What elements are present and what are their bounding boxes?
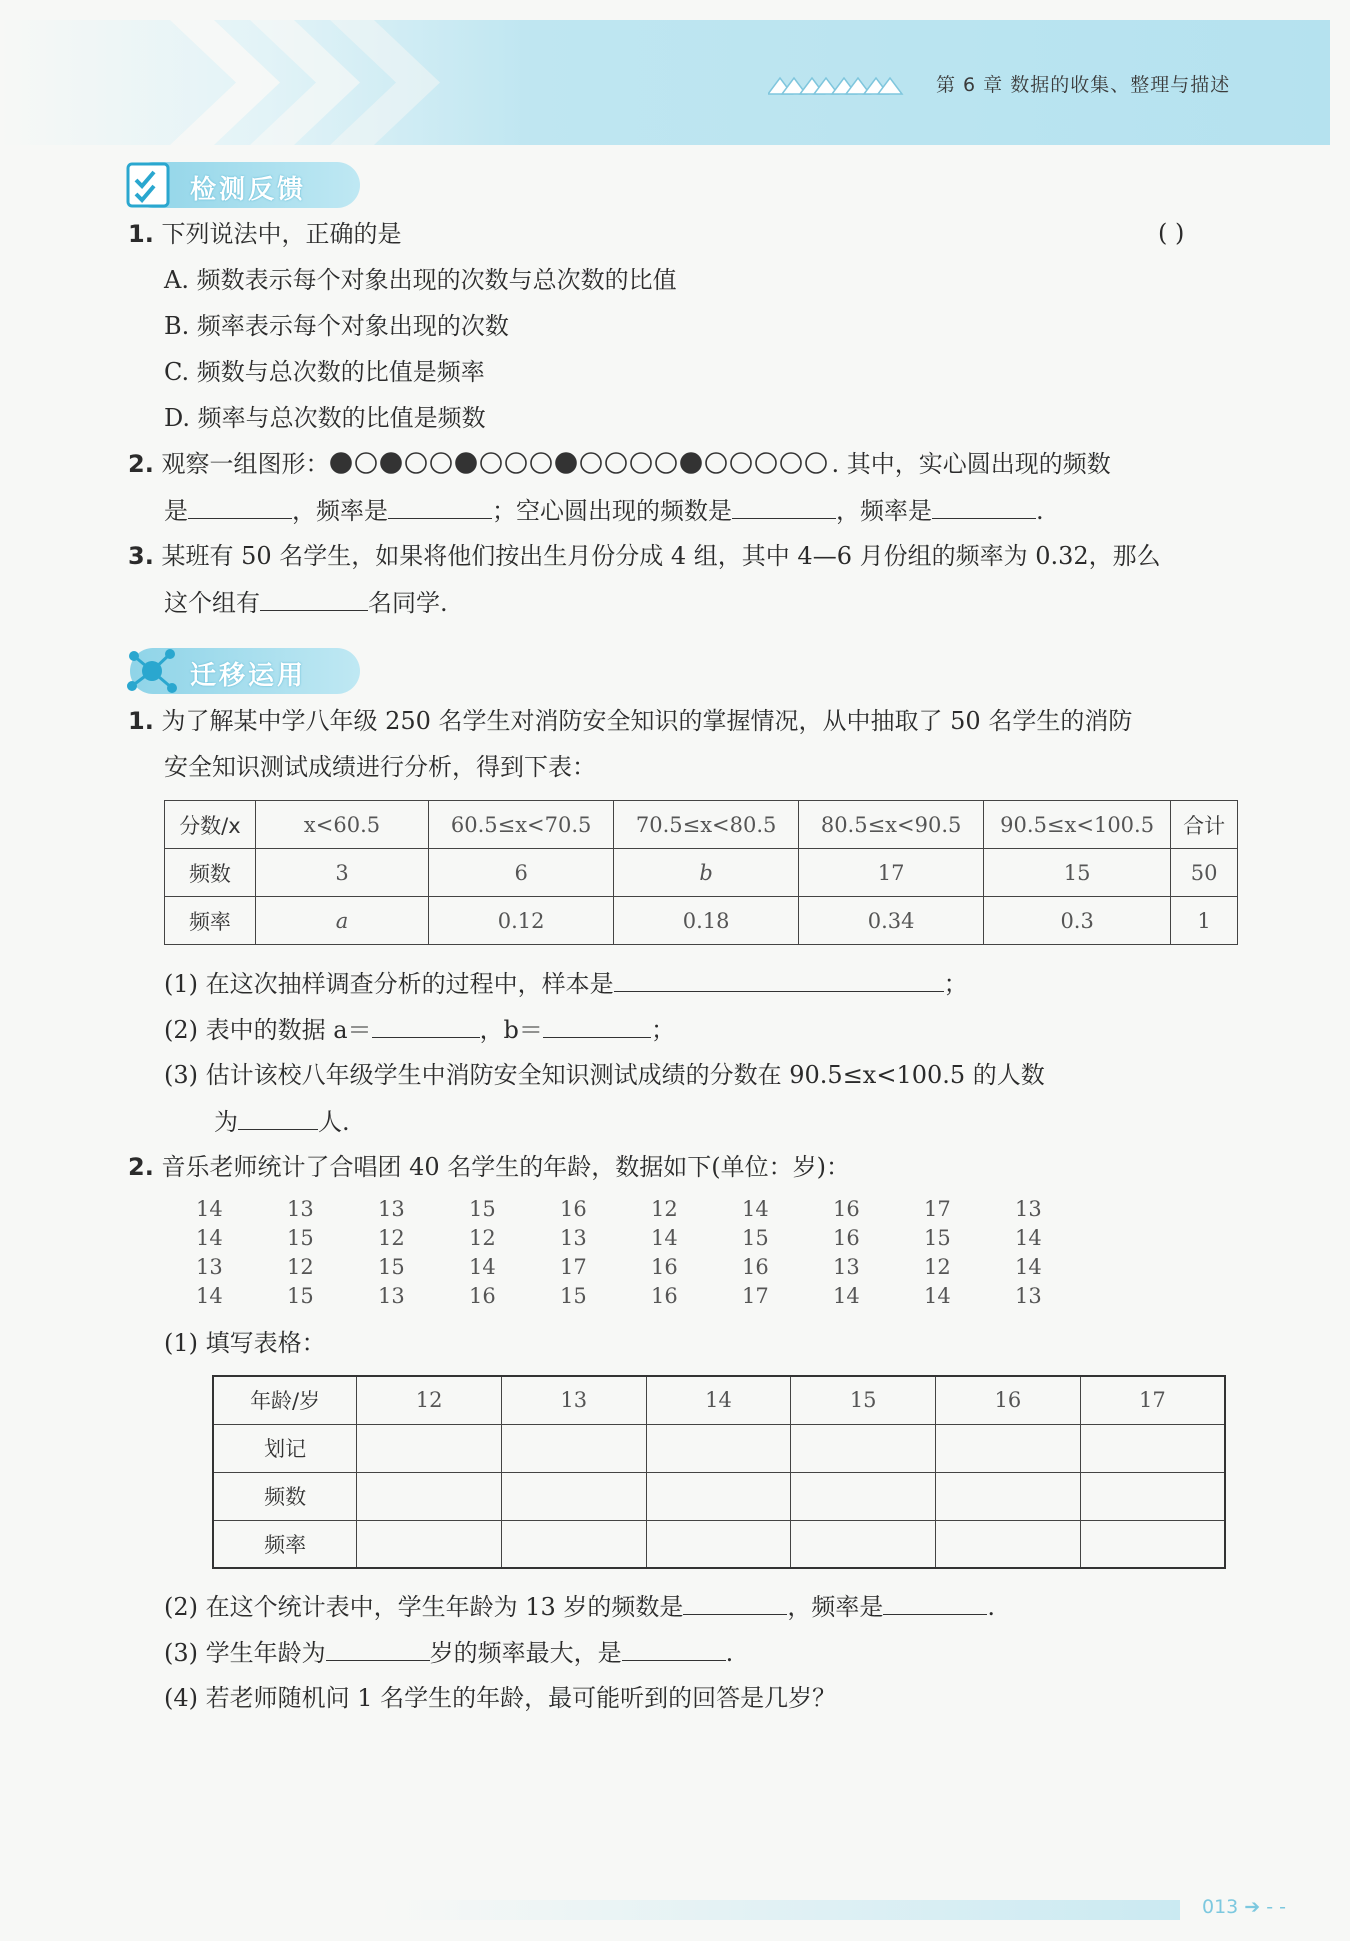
table-header: 70.5≤x<80.5 — [614, 801, 799, 849]
score-frequency-table — [164, 800, 1238, 945]
circle-sequence-figure — [329, 450, 889, 476]
age-data-grid — [196, 1197, 1106, 1313]
table-cell[interactable] — [936, 1472, 1081, 1520]
table-cell[interactable] — [936, 1520, 1081, 1568]
subquestion-1-1: (1) 在这次抽样调查分析的过程中，样本是 ； — [164, 970, 968, 998]
answer-blank[interactable] — [238, 1106, 318, 1130]
table-cell[interactable] — [936, 1424, 1081, 1472]
question-3-line2: 这个组有 名同学. — [164, 589, 448, 617]
arrow-right-icon: ➔ ‐ ‐ — [1238, 1896, 1287, 1918]
subquestion-1-2: (2) 表中的数据 a＝ ，b＝ ； — [164, 1016, 675, 1044]
table-cell[interactable] — [646, 1472, 791, 1520]
table-cell[interactable] — [1080, 1520, 1225, 1568]
answer-blank[interactable] — [188, 495, 292, 519]
table-header: 12 — [357, 1376, 502, 1424]
table-row: 频率 a 0.12 0.18 0.34 0.3 1 — [165, 897, 1238, 945]
age-frequency-table — [212, 1375, 1226, 1569]
answer-paren: ( ) — [1158, 219, 1185, 247]
list-item: 14 15 13 16 15 16 17 14 14 13 — [196, 1284, 1042, 1308]
transfer-question-1-line2: 安全知识测试成绩进行分析，得到下表： — [164, 753, 596, 781]
table-header: 14 — [646, 1376, 791, 1424]
mountain-deco-icon — [768, 74, 918, 96]
table-cell[interactable] — [357, 1424, 502, 1472]
subquestion-1-3-line2: 为 人. — [214, 1108, 350, 1136]
table-header: 90.5≤x<100.5 — [984, 801, 1171, 849]
table-row: 频率 — [213, 1520, 1225, 1568]
subquestion-2-4: (4) 若老师随机问 1 名学生的年龄，最可能听到的回答是几岁？ — [164, 1684, 837, 1712]
table-header: 60.5≤x<70.5 — [429, 801, 614, 849]
table-cell[interactable] — [501, 1424, 646, 1472]
table-header: 合计 — [1171, 801, 1238, 849]
table-cell[interactable] — [357, 1472, 502, 1520]
list-item: 13 12 15 14 17 16 16 13 12 14 — [196, 1255, 1042, 1279]
option-d: D. 频率与总次数的比值是频数 — [164, 404, 486, 432]
table-header: 15 — [791, 1376, 936, 1424]
checklist-icon — [124, 158, 180, 212]
table-cell[interactable] — [791, 1520, 936, 1568]
table-header: x<60.5 — [255, 801, 428, 849]
answer-blank[interactable] — [932, 495, 1036, 519]
table-row: 划记 — [213, 1424, 1225, 1472]
table-cell[interactable] — [1080, 1472, 1225, 1520]
table-cell[interactable] — [646, 1424, 791, 1472]
table-header: 13 — [501, 1376, 646, 1424]
question-2-line2: 是 ，频率是 ；空心圆出现的频数是 ，频率是 . — [164, 497, 1044, 525]
answer-blank[interactable] — [388, 495, 492, 519]
table-cell[interactable] — [501, 1472, 646, 1520]
answer-blank[interactable] — [614, 968, 944, 992]
subquestion-2-2: (2) 在这个统计表中，学生年龄为 13 岁的频数是 ，频率是 . — [164, 1593, 996, 1621]
table-cell[interactable] — [357, 1520, 502, 1568]
answer-blank[interactable] — [683, 1591, 787, 1615]
answer-blank[interactable] — [326, 1637, 430, 1661]
transfer-question-2: 2. 音乐老师统计了合唱团 40 名学生的年龄，数据如下(单位：岁)： — [128, 1153, 850, 1181]
subquestion-2-3: (3) 学生年龄为 岁的频率最大，是 . — [164, 1639, 734, 1667]
table-cell[interactable] — [791, 1472, 936, 1520]
list-item: 14 13 13 15 16 12 14 16 17 13 — [196, 1197, 1042, 1221]
option-a: A. 频数表示每个对象出现的次数与总次数的比值 — [164, 266, 677, 294]
answer-blank[interactable] — [622, 1637, 726, 1661]
table-cell[interactable] — [791, 1424, 936, 1472]
section-title: 迁移运用 — [190, 661, 307, 691]
option-b: B. 频率表示每个对象出现的次数 — [164, 312, 509, 340]
section-badge-feedback — [130, 162, 360, 208]
question-1: 1. 下列说法中，正确的是 — [128, 220, 402, 248]
answer-blank[interactable] — [543, 1014, 651, 1038]
table-cell[interactable] — [1080, 1424, 1225, 1472]
answer-blank[interactable] — [732, 495, 836, 519]
table-cell[interactable] — [646, 1520, 791, 1568]
question-3: 3. 某班有 50 名学生，如果将他们按出生月份分成 4 组，其中 4—6 月份组的频率为 0.32，那么 — [128, 542, 1161, 570]
page-number: 013 ➔ ‐ ‐ — [1202, 1896, 1287, 1918]
transfer-question-1: 1. 为了解某中学八年级 250 名学生对消防安全知识的掌握情况，从中抽取了 50 名学生的消防 — [128, 707, 1133, 735]
molecule-icon — [124, 644, 180, 698]
section-title: 检测反馈 — [190, 175, 307, 205]
option-c: C. 频数与总次数的比值是频率 — [164, 358, 485, 386]
answer-blank[interactable] — [260, 587, 368, 611]
table-header: 80.5≤x<90.5 — [799, 801, 984, 849]
subquestion-1-3: (3) 估计该校八年级学生中消防安全知识测试成绩的分数在 90.5≤x<100.5 的人数 — [164, 1061, 1045, 1089]
section-badge-transfer — [130, 648, 360, 694]
table-cell[interactable] — [501, 1520, 646, 1568]
table-row: 频数 — [213, 1472, 1225, 1520]
chapter-title: 第 6 章 数据的收集、整理与描述 — [936, 74, 1231, 96]
table-header: 年龄/岁 — [213, 1376, 357, 1424]
subquestion-2-1: (1) 填写表格： — [164, 1329, 326, 1357]
table-header: 17 — [1080, 1376, 1225, 1424]
table-row: 频数 3 6 b 17 15 50 — [165, 849, 1238, 897]
footer-band — [380, 1900, 1180, 1920]
list-item: 14 15 12 12 13 14 15 16 15 14 — [196, 1226, 1042, 1250]
answer-blank[interactable] — [372, 1014, 480, 1038]
question-2: 2. 观察一组图形： . 其中，实心圆出现的频数 — [128, 450, 1111, 478]
table-header: 分数/x — [165, 801, 256, 849]
answer-blank[interactable] — [883, 1591, 987, 1615]
table-header: 16 — [936, 1376, 1081, 1424]
